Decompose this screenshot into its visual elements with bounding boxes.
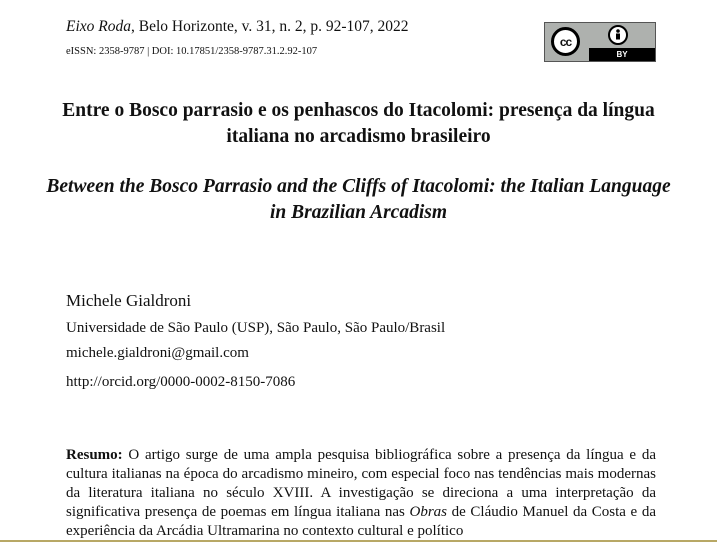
abstract-text-part-1: O artigo surge de uma ampla pesquisa bibliográfica sobre a presença da língua e da cultura italianas na época do arcadismo mineiro, com especial foco nas tendências mais modernas da literatura italiana no século XVIII. A investigação se direciona a uma interpretação da significativa presença de poemas em língua italiana nas [66, 447, 656, 520]
author-orcid-link[interactable]: http://orcid.org/0000-0002-8150-7086 [66, 374, 296, 390]
cc-icon [551, 27, 580, 56]
author-email[interactable]: michele.gialdroni@gmail.com [66, 345, 249, 361]
author-affiliation: Universidade de São Paulo (USP), São Paulo, São Paulo/Brasil [66, 320, 446, 336]
article-title-english: Between the Bosco Parrasio and the Cliffs of Itacolomi: the Italian Language in Brazilian Arcadism [46, 176, 671, 223]
abstract-paragraph [66, 446, 656, 541]
abstract-label: Resumo: [66, 447, 123, 463]
abstract-text-part-2: de Cláudio Manuel da Costa e da experiência da Arcádia Ultramarina no contexto cultural e político [66, 504, 656, 539]
issn-doi-line: eISSN: 2358-9787 | DOI: 10.17851/2358-9787.31.2.92-107 [66, 46, 318, 57]
journal-details: , Belo Horizonte, v. 31, n. 2, p. 92-107, 2022 [131, 18, 409, 35]
by-label-strip [589, 48, 655, 61]
abstract-italic-word: Obras [409, 504, 448, 520]
by-label: BY [616, 50, 628, 59]
attribution-person-icon [608, 25, 628, 45]
journal-citation [66, 18, 409, 36]
journal-name: Eixo Roda [66, 18, 131, 35]
article-title-portuguese: Entre o Bosco parrasio e os penhascos do Itacolomi: presença da língua italiana no arcadismo brasileiro [62, 100, 655, 147]
cc-by-license-badge[interactable] [544, 22, 656, 62]
cc-label: cc [559, 34, 572, 49]
author-name: Michele Gialdroni [66, 291, 192, 310]
bottom-divider-line [0, 540, 717, 542]
